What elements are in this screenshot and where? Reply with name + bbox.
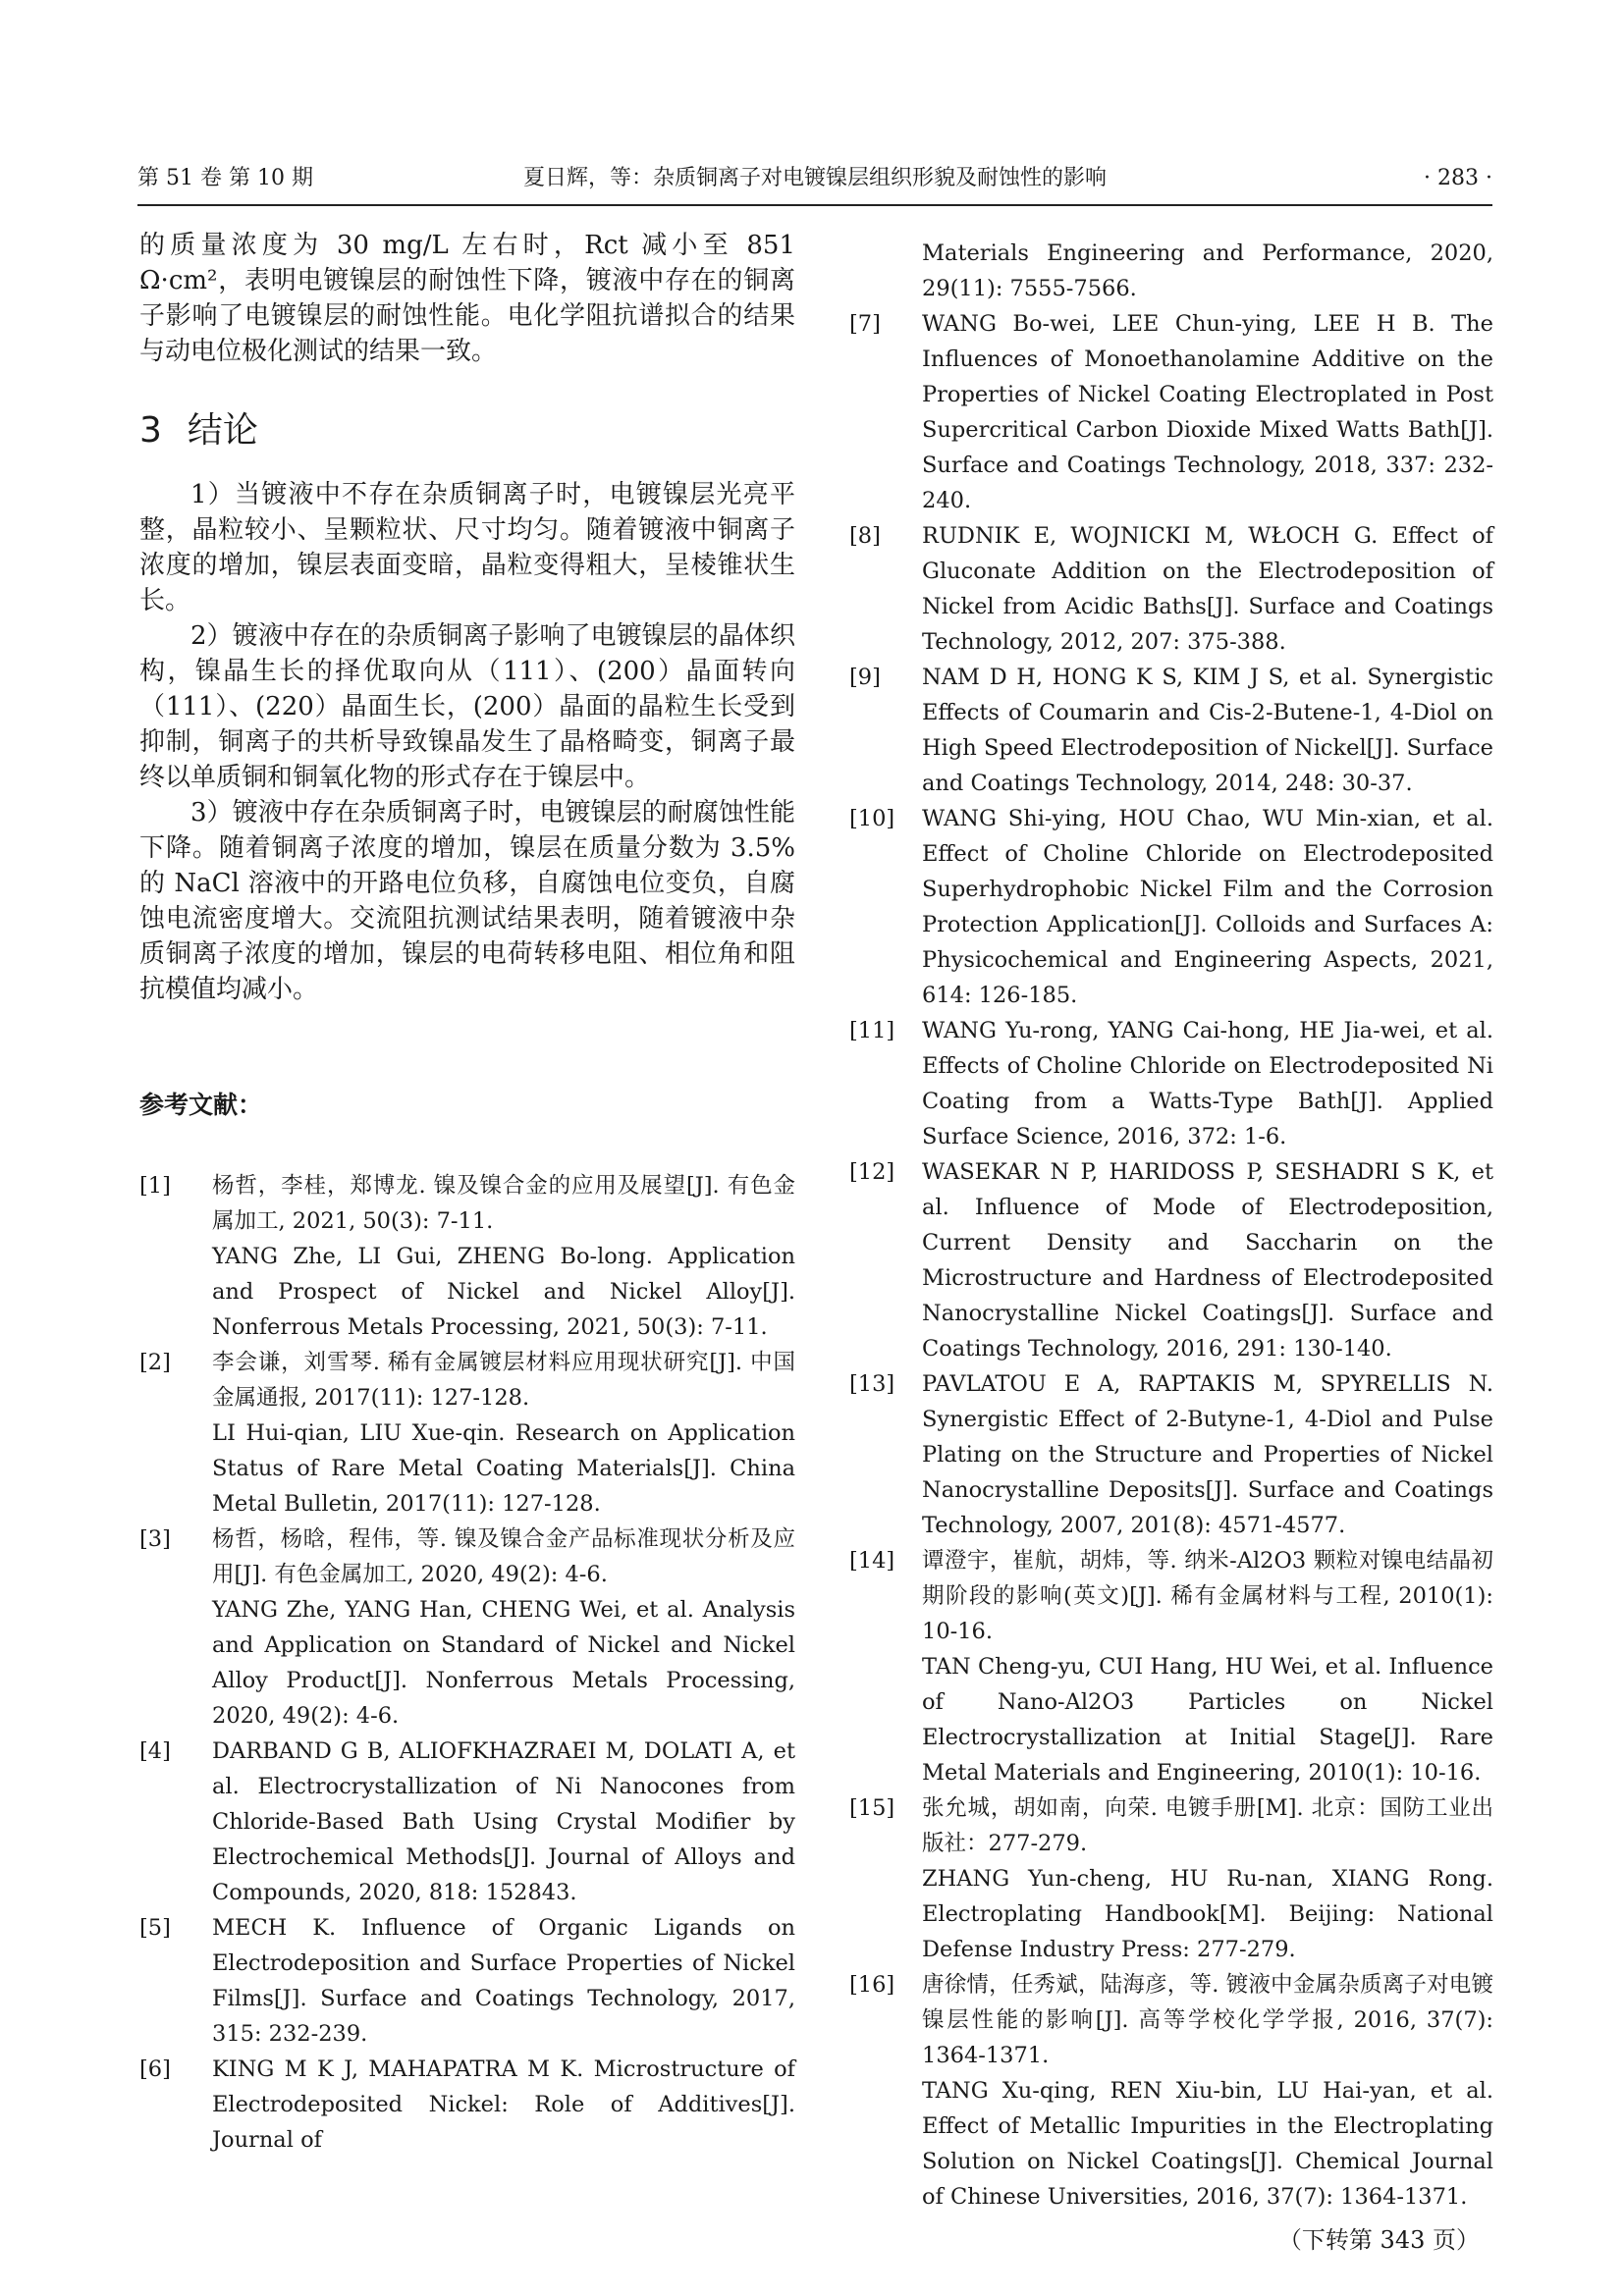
references-heading: 参考文献： [139,1091,263,1119]
right-column [849,236,1493,2260]
reference-number: [6] [139,2056,171,2082]
reference-en: Materials Engineering and Performance, 2020, 29(11): 7555-7566. [922,240,1493,301]
reference-number: [4] [139,1738,171,1764]
reference-number: [8] [849,523,881,549]
reference-en: YANG Zhe, YANG Han, CHENG Wei, et al. Analysis and Application on Standard of Nickel and Nickel Alloy Product[J]. Nonferrous Metals Processing, 2020, 49(2): 4-6. [212,1597,795,1729]
reference-number: [12] [849,1159,895,1185]
volume-issue: 第 51 卷 第 10 期 [137,166,313,190]
reference-item [139,1522,795,1734]
reference-item [849,1366,1493,1543]
reference-en: PAVLATOU E A, RAPTAKIS M, SPYRELLIS N. Synergistic Effect of 2-Butyne-1, 4-Diol and Pulse Plating on the Structure and Properties of Nickel Nanocrystalline Deposits[J]. Surface and Coatings Technology, 2007, 201(8): 4571-4577. [922,1371,1493,1538]
reference-en: MECH K. Influence of Organic Ligands on Electrodeposition and Surface Properties of Nickel Films[J]. Surface and Coatings Technology, 2017, 315: 232-239. [212,1915,795,2047]
reference-cn: 李会谦，刘雪琴. 稀有金属镀层材料应用现状研究[J]. 中国金属通报, 2017(11): 127-128. [212,1350,795,1411]
reference-en: WANG Yu-rong, YANG Cai-hong, HE Jia-wei, et al. Effects of Choline Chloride on Electrodeposited Ni Coating from a Watts-Type Bath[J]. Applied Surface Science, 2016, 372: 1-6. [922,1018,1493,1149]
reference-cn: 唐徐情，任秀斌，陆海彦，等. 镀液中金属杂质离子对电镀镍层性能的影响[J]. 高等学校化学学报, 2016, 37(7): 1364-1371. [922,1972,1493,2068]
reference-en: LI Hui-qian, LIU Xue-qin. Research on Application Status of Rare Metal Coating Materials[J]. China Metal Bulletin, 2017(11): 127-128. [212,1420,795,1517]
reference-cn: 张允城，胡如南，向荣. 电镀手册[M]. 北京：国防工业出版社：277-279. [922,1795,1493,1856]
reference-cn: 杨哲，李桂，郑博龙. 镍及镍合金的应用及展望[J]. 有色金属加工, 2021, 50(3): 7-11. [212,1173,795,1234]
reference-item [849,518,1493,660]
reference-item [849,1013,1493,1154]
reference-number: [3] [139,1526,171,1552]
reference-en: YANG Zhe, LI Gui, ZHENG Bo-long. Application and Prospect of Nickel and Nickel Alloy[J]. Nonferrous Metals Processing, 2021, 50(3): 7-11. [212,1244,795,1340]
reference-item [849,306,1493,518]
reference-item [849,801,1493,1013]
reference-en: ZHANG Yun-cheng, HU Ru-nan, XIANG Rong. Electroplating Handbook[M]. Beijing: National Defense Industry Press: 277-279. [922,1866,1493,1962]
running-title: 夏日辉，等：杂质铜离子对电镀镍层组织形貌及耐蚀性的影响 [522,166,1107,190]
reference-number: [16] [849,1972,895,1998]
header-rule [137,204,1492,206]
page-number: · 283 · [1424,166,1492,190]
reference-item [139,1910,795,2052]
reference-item [849,660,1493,801]
reference-item [139,1734,795,1910]
reference-number: [1] [139,1173,171,1199]
reference-number: [10] [849,806,895,831]
reference-en: TAN Cheng-yu, CUI Hang, HU Wei, et al. Influence of Nano-Al2O3 Particles on Nickel Electrocrystallization at Initial Stage[J]. Rare Metal Materials and Engineering, 2010(1): 10-16. [922,1654,1493,1786]
reference-item [139,1345,795,1522]
section-title: 结论 [187,410,258,451]
reference-number: [15] [849,1795,895,1821]
reference-en: WANG Bo-wei, LEE Chun-ying, LEE H B. The Influences of Monoethanolamine Additive on the Properties of Nickel Coating Electroplated in Post Supercritical Carbon Dioxide Mixed Watts Bath[J]. Surface and Coatings Technology, 2018, 337: 232-240. [922,311,1493,513]
reference-en: KING M K J, MAHAPATRA M K. Microstructure of Electrodeposited Nickel: Role of Additives[J]. Journal of [212,2056,795,2153]
left-column [139,228,795,2158]
running-header [137,157,1492,200]
reference-en: TANG Xu-qing, REN Xiu-bin, LU Hai-yan, et al. Effect of Metallic Impurities in the Electroplating Solution on Nickel Coatings[J]. Chemical Journal of Chinese Universities, 2016, 37(7): 1364-1371. [922,2078,1493,2210]
reference-en: WASEKAR N P, HARIDOSS P, SESHADRI S K, et al. Influence of Mode of Electrodeposition, Current Density and Saccharin on the Microstructure and Hardness of Electrodeposited Nanocrystalline Nickel Coatings[J]. Surface and Coatings Technology, 2016, 291: 130-140. [922,1159,1493,1362]
reference-list [139,1168,795,2158]
reference-number: [13] [849,1371,895,1397]
reference-number: [7] [849,311,881,337]
reference-continuation [849,236,1493,306]
section-number: 3 [139,410,162,451]
reference-item [849,1967,1493,2215]
reference-item [849,1790,1493,1967]
continued-paragraph: 的质量浓度为 30 mg/L 左右时，Rct 减小至 851 Ω·cm²，表明电镀镍层的耐蚀性下降，镀液中存在的铜离子影响了电镀镍层的耐蚀性能。电化学阻抗谱拟合的结果与动电位极化测试的结果一致。 [139,231,795,366]
conclusion-paragraph: 1）当镀液中不存在杂质铜离子时，电镀镍层光亮平整，晶粒较小、呈颗粒状、尺寸均匀。随着镀液中铜离子浓度的增加，镍层表面变暗，晶粒变得粗大，呈棱锥状生长。 [139,480,795,615]
reference-item [849,1154,1493,1366]
conclusion-paragraph: 2）镀液中存在的杂质铜离子影响了电镀镍层的晶体织构，镍晶生长的择优取向从（111）、(200）晶面转向（111）、(220）晶面生长，(200）晶面的晶粒生长受到抑制，铜离子的共析导致镍晶发生了晶格畸变，铜离子最终以单质铜和铜氧化物的形式存在于镍层中。 [139,621,795,792]
conclusion-paragraph: 3）镀液中存在杂质铜离子时，电镀镍层的耐腐蚀性能下降。随着铜离子浓度的增加，镍层在质量分数为 3.5%的 NaCl 溶液中的开路电位负移，自腐蚀电位变负，自腐蚀电流密度增大。交流阻抗测试结果表明，随着镀液中杂质铜离子浓度的增加，镍层的电荷转移电阻、相位角和阻抗模值均减小。 [139,798,795,1004]
reference-cn: 杨哲，杨晗，程伟，等. 镍及镍合金产品标准现状分析及应用[J]. 有色金属加工, 2020, 49(2): 4-6. [212,1526,795,1587]
section-heading [139,406,795,455]
reference-number: [11] [849,1018,895,1043]
reference-item [139,1168,795,1345]
reference-number: [2] [139,1350,171,1375]
reference-item [139,2052,795,2158]
reference-number: [9] [849,665,881,690]
reference-en: RUDNIK E, WOJNICKI M, WŁOCH G. Effect of Gluconate Addition on the Electrodeposition of Nickel from Acidic Baths[J]. Surface and Coatings Technology, 2012, 207: 375-388. [922,523,1493,655]
reference-en: NAM D H, HONG K S, KIM J S, et al. Synergistic Effects of Coumarin and Cis-2-Butene-1, 4-Diol on High Speed Electrodeposition of Nickel[J]. Surface and Coatings Technology, 2014, 248: 30-37. [922,665,1493,796]
reference-cn: 谭澄宇，崔航，胡炜，等. 纳米-Al2O3 颗粒对镍电结晶初期阶段的影响(英文)[J]. 稀有金属材料与工程, 2010(1): 10-16. [922,1548,1493,1644]
continued-on-note: （下转第 343 页） [1277,2226,1480,2254]
reference-en: DARBAND G B, ALIOFKHAZRAEI M, DOLATI A, et al. Electrocrystallization of Ni Nanocones from Chloride-Based Bath Using Crystal Modifier by Electrochemical Methods[J]. Journal of Alloys and Compounds, 2020, 818: 152843. [212,1738,795,1905]
reference-number: [14] [849,1548,895,1574]
reference-item [849,1543,1493,1790]
reference-en: WANG Shi-ying, HOU Chao, WU Min-xian, et al. Effect of Choline Chloride on Electrodeposited Superhydrophobic Nickel Film and the Corrosion Protection Application[J]. Colloids and Surfaces A: Physicochemical and Engineering Aspects, 2021, 614: 126-185. [922,806,1493,1008]
reference-number: [5] [139,1915,171,1941]
